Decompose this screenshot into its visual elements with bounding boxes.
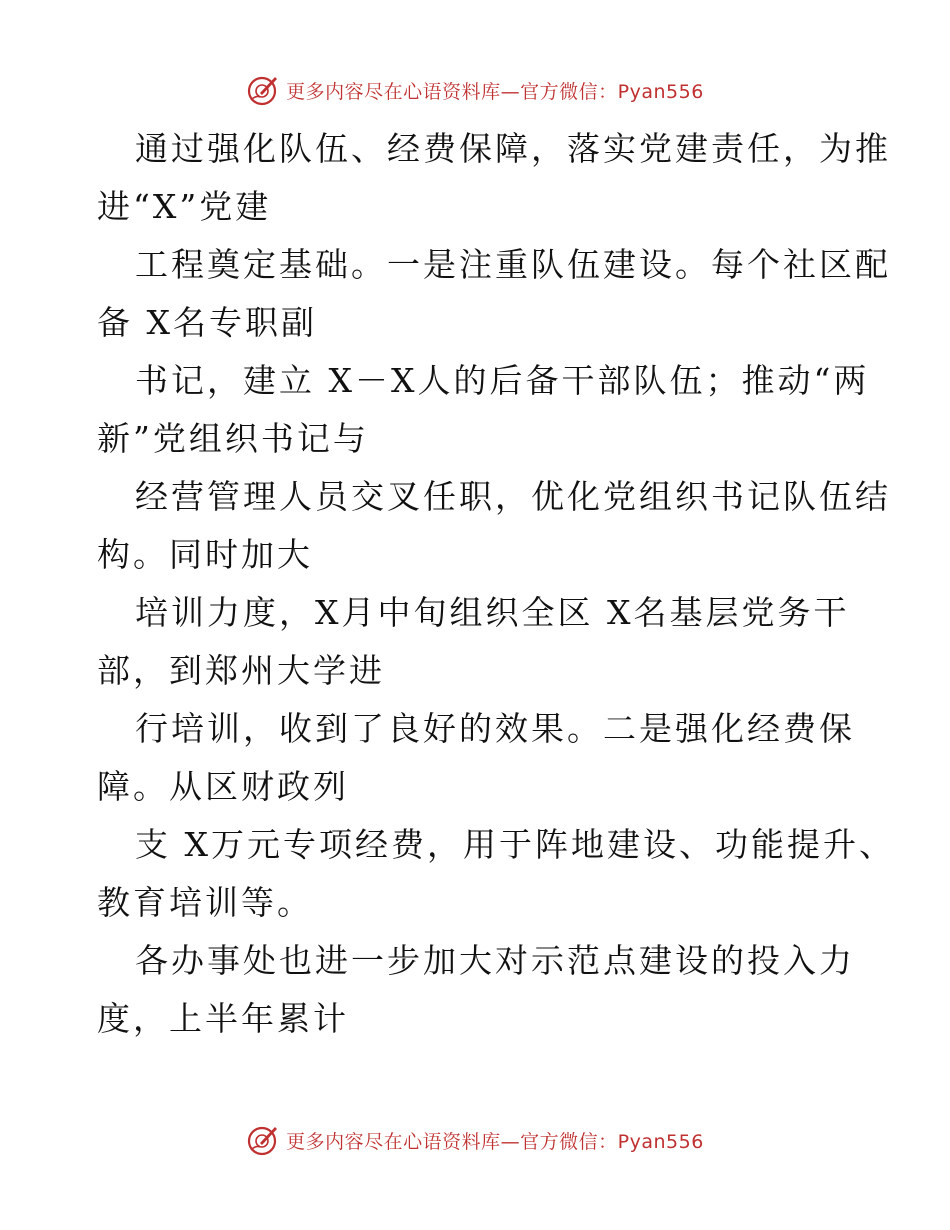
text-line: 进“X”党建 [97,187,272,226]
quill-seal-icon [246,1123,280,1157]
text-line: 教育培训等。 [97,883,313,922]
text-line: 备 X名专职副 [97,303,317,342]
footer-banner-text: 更多内容尽在心语资料库—官方微信：Pyan556 [286,1130,704,1153]
header-banner-text: 更多内容尽在心语资料库—官方微信：Pyan556 [286,80,704,103]
text-line: 通过强化队伍、经费保障，落实党建责任，为推 [135,129,891,168]
header-banner-inner [246,73,704,107]
text-line: 培训力度，X月中旬组织全区 X名基层党务干 [135,593,850,632]
text-line: 构。同时加大 [97,535,313,574]
text-line: 支 X万元专项经费，用于阵地建设、功能提升、 [135,825,895,864]
footer-banner [0,1120,950,1160]
document-body [97,120,895,1048]
text-line: 度，上半年累计 [97,999,349,1038]
text-line: 各办事处也进一步加大对示范点建设的投入力 [135,941,855,980]
text-line: 工程奠定基础。一是注重队伍建设。每个社区配 [135,245,891,284]
text-line: 经营管理人员交叉任职，优化党组织书记队伍结 [135,477,891,516]
header-banner [0,70,950,110]
text-line: 障。从区财政列 [97,767,349,806]
quill-seal-icon [246,73,280,107]
text-line: 部，到郑州大学进 [97,651,385,690]
text-line: 新”党组织书记与 [97,419,369,458]
footer-banner-inner [246,1123,704,1157]
text-line: 行培训，收到了良好的效果。二是强化经费保 [135,709,855,748]
text-line: 书记，建立 X－X人的后备干部队伍；推动“两 [135,361,870,400]
